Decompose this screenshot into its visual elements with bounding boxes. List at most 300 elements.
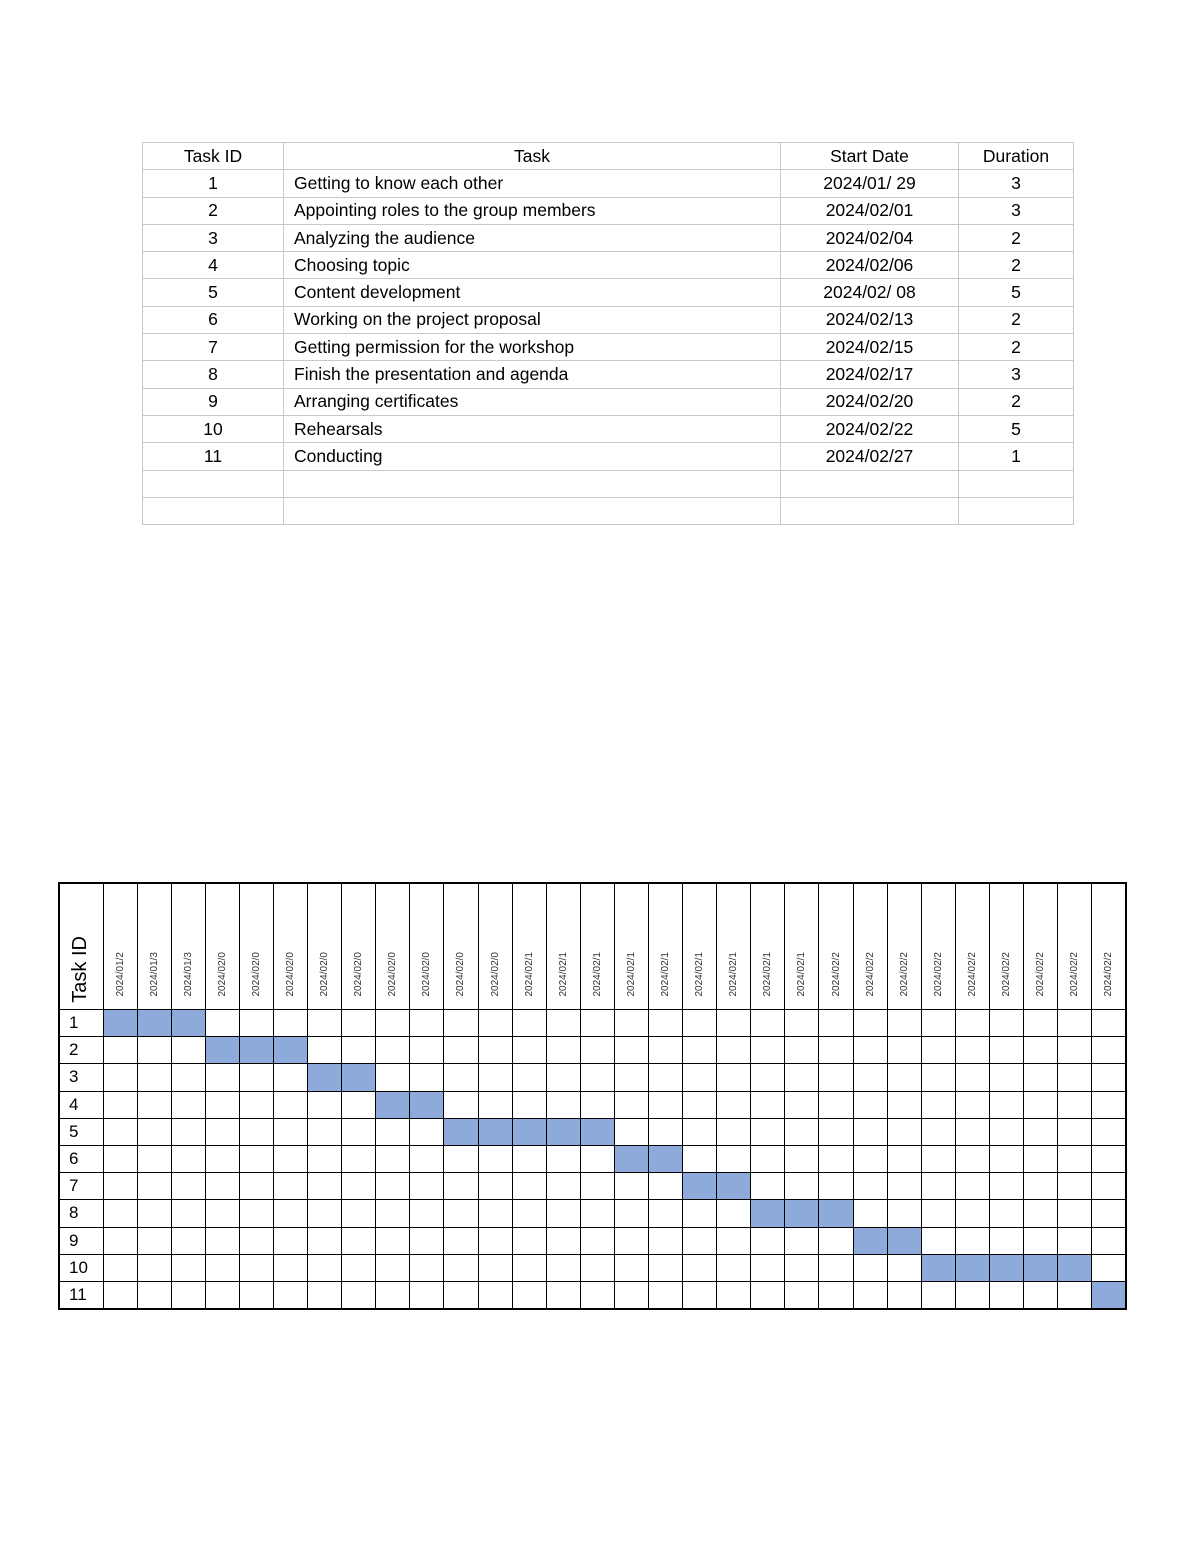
- gantt-cell: [1058, 1118, 1092, 1145]
- table-row: [143, 279, 1074, 306]
- gantt-cell: [955, 1200, 989, 1227]
- gantt-cell: [308, 1145, 342, 1172]
- gantt-cell: [955, 1118, 989, 1145]
- gantt-cell: [137, 1145, 171, 1172]
- gantt-row: [59, 1118, 1126, 1145]
- gantt-cell: [887, 1145, 921, 1172]
- gantt-cell: [546, 1145, 580, 1172]
- gantt-cell: [751, 1091, 785, 1118]
- cell-start-date: 2024/02/01: [781, 197, 959, 224]
- gantt-cell: [376, 1064, 410, 1091]
- gantt-cell: [512, 1281, 546, 1309]
- cell-task-id: 3: [143, 224, 284, 251]
- gantt-cell: [921, 1173, 955, 1200]
- gantt-cell: [205, 1118, 239, 1145]
- gantt-cell: [273, 1145, 307, 1172]
- empty-cell: [284, 470, 781, 497]
- gantt-cell: [376, 1173, 410, 1200]
- gantt-cell: [103, 1254, 137, 1281]
- gantt-cell: [955, 1037, 989, 1064]
- gantt-cell: [444, 1200, 478, 1227]
- gantt-date-header: [444, 883, 478, 1010]
- gantt-cell: [171, 1145, 205, 1172]
- gantt-cell: [1092, 1091, 1127, 1118]
- gantt-cell: [273, 1064, 307, 1091]
- gantt-cell: [546, 1037, 580, 1064]
- gantt-date-label: 2024/02/1: [625, 951, 637, 996]
- table-row: [143, 197, 1074, 224]
- gantt-date-label: 2024/02/0: [250, 951, 262, 996]
- gantt-cell: [683, 1010, 717, 1037]
- table-row: [143, 415, 1074, 442]
- gantt-cell: [1024, 1037, 1058, 1064]
- gantt-date-label: 2024/02/0: [489, 951, 501, 996]
- gantt-cell: [989, 1227, 1023, 1254]
- gantt-cell: [546, 1200, 580, 1227]
- header-start-date: Start Date: [781, 143, 959, 170]
- gantt-bar-cell: [478, 1118, 512, 1145]
- gantt-date-header: [955, 883, 989, 1010]
- gantt-cell: [887, 1091, 921, 1118]
- empty-cell: [959, 497, 1074, 524]
- gantt-task-id: 3: [59, 1064, 103, 1091]
- gantt-cell: [546, 1010, 580, 1037]
- gantt-cell: [103, 1037, 137, 1064]
- gantt-cell: [512, 1173, 546, 1200]
- gantt-cell: [478, 1173, 512, 1200]
- gantt-cell: [478, 1037, 512, 1064]
- gantt-cell: [308, 1091, 342, 1118]
- empty-cell: [959, 470, 1074, 497]
- gantt-date-label: 2024/02/2: [1000, 951, 1012, 996]
- gantt-cell: [376, 1118, 410, 1145]
- gantt-cell: [273, 1254, 307, 1281]
- gantt-cell: [239, 1281, 273, 1309]
- gantt-task-id: 9: [59, 1227, 103, 1254]
- gantt-task-id: 5: [59, 1118, 103, 1145]
- gantt-cell: [444, 1064, 478, 1091]
- gantt-bar-cell: [751, 1200, 785, 1227]
- gantt-cell: [239, 1254, 273, 1281]
- gantt-cell: [751, 1145, 785, 1172]
- gantt-cell: [717, 1145, 751, 1172]
- gantt-cell: [1058, 1200, 1092, 1227]
- gantt-task-id: 7: [59, 1173, 103, 1200]
- gantt-cell: [921, 1200, 955, 1227]
- gantt-cell: [955, 1010, 989, 1037]
- gantt-cell: [989, 1037, 1023, 1064]
- gantt-cell: [1092, 1173, 1127, 1200]
- gantt-cell: [887, 1037, 921, 1064]
- gantt-cell: [819, 1281, 853, 1309]
- header-task-id: Task ID: [143, 143, 284, 170]
- gantt-cell: [137, 1037, 171, 1064]
- gantt-task-id: 4: [59, 1091, 103, 1118]
- cell-task-name: Content development: [284, 279, 781, 306]
- gantt-date-header: [614, 883, 648, 1010]
- gantt-cell: [717, 1227, 751, 1254]
- gantt-cell: [955, 1173, 989, 1200]
- gantt-bar-cell: [512, 1118, 546, 1145]
- gantt-cell: [649, 1064, 683, 1091]
- cell-start-date: 2024/02/17: [781, 361, 959, 388]
- gantt-date-label: 2024/02/0: [353, 951, 365, 996]
- gantt-cell: [410, 1254, 444, 1281]
- gantt-cell: [444, 1254, 478, 1281]
- gantt-cell: [410, 1010, 444, 1037]
- gantt-cell: [649, 1037, 683, 1064]
- gantt-cell: [921, 1037, 955, 1064]
- gantt-cell: [853, 1200, 887, 1227]
- gantt-cell: [137, 1227, 171, 1254]
- gantt-cell: [649, 1010, 683, 1037]
- task-table-header-row: [143, 143, 1074, 170]
- gantt-cell: [478, 1281, 512, 1309]
- gantt-date-label: 2024/02/2: [1069, 951, 1081, 996]
- gantt-cell: [785, 1145, 819, 1172]
- gantt-cell: [717, 1091, 751, 1118]
- gantt-cell: [444, 1091, 478, 1118]
- gantt-cell: [1092, 1118, 1127, 1145]
- gantt-cell: [819, 1227, 853, 1254]
- gantt-cell: [921, 1145, 955, 1172]
- gantt-cell: [342, 1227, 376, 1254]
- gantt-date-header: [1024, 883, 1058, 1010]
- gantt-cell: [512, 1037, 546, 1064]
- header-task: Task: [284, 143, 781, 170]
- gantt-cell: [614, 1281, 648, 1309]
- gantt-cell: [376, 1037, 410, 1064]
- gantt-cell: [342, 1281, 376, 1309]
- gantt-date-header: [683, 883, 717, 1010]
- gantt-cell: [853, 1118, 887, 1145]
- gantt-cell: [1024, 1281, 1058, 1309]
- gantt-cell: [205, 1064, 239, 1091]
- gantt-cell: [785, 1254, 819, 1281]
- gantt-cell: [444, 1037, 478, 1064]
- gantt-cell: [137, 1281, 171, 1309]
- gantt-cell: [751, 1118, 785, 1145]
- gantt-cell: [205, 1173, 239, 1200]
- gantt-cell: [239, 1145, 273, 1172]
- cell-duration: 2: [959, 252, 1074, 279]
- gantt-cell: [410, 1145, 444, 1172]
- gantt-cell: [580, 1173, 614, 1200]
- gantt-cell: [580, 1254, 614, 1281]
- gantt-date-label: 2024/02/2: [932, 951, 944, 996]
- gantt-cell: [580, 1010, 614, 1037]
- gantt-cell: [171, 1254, 205, 1281]
- gantt-cell: [546, 1173, 580, 1200]
- gantt-cell: [308, 1037, 342, 1064]
- cell-start-date: 2024/02/13: [781, 306, 959, 333]
- gantt-cell: [1058, 1091, 1092, 1118]
- gantt-cell: [308, 1254, 342, 1281]
- empty-cell: [781, 470, 959, 497]
- gantt-bar-cell: [410, 1091, 444, 1118]
- gantt-task-id: 6: [59, 1145, 103, 1172]
- gantt-date-header: [1092, 883, 1127, 1010]
- gantt-cell: [273, 1281, 307, 1309]
- gantt-cell: [614, 1200, 648, 1227]
- gantt-cell: [342, 1010, 376, 1037]
- cell-duration: 5: [959, 279, 1074, 306]
- cell-task-name: Getting permission for the workshop: [284, 334, 781, 361]
- gantt-row: [59, 1091, 1126, 1118]
- gantt-cell: [819, 1010, 853, 1037]
- gantt-cell: [614, 1227, 648, 1254]
- gantt-cell: [614, 1064, 648, 1091]
- gantt-cell: [887, 1064, 921, 1091]
- gantt-cell: [1058, 1173, 1092, 1200]
- gantt-cell: [1092, 1037, 1127, 1064]
- cell-task-id: 1: [143, 170, 284, 197]
- gantt-cell: [239, 1173, 273, 1200]
- gantt-cell: [853, 1064, 887, 1091]
- gantt-cell: [137, 1173, 171, 1200]
- gantt-bar-cell: [717, 1173, 751, 1200]
- cell-duration: 3: [959, 197, 1074, 224]
- gantt-cell: [1092, 1254, 1127, 1281]
- gantt-cell: [717, 1281, 751, 1309]
- gantt-cell: [410, 1037, 444, 1064]
- gantt-cell: [989, 1145, 1023, 1172]
- gantt-cell: [444, 1010, 478, 1037]
- gantt-cell: [171, 1037, 205, 1064]
- empty-cell: [143, 470, 284, 497]
- gantt-cell: [819, 1118, 853, 1145]
- gantt-cell: [649, 1091, 683, 1118]
- cell-start-date: 2024/01/ 29: [781, 170, 959, 197]
- gantt-cell: [478, 1200, 512, 1227]
- gantt-cell: [580, 1145, 614, 1172]
- gantt-cell: [1024, 1091, 1058, 1118]
- gantt-bar-cell: [887, 1227, 921, 1254]
- gantt-date-label: 2024/02/0: [421, 951, 433, 996]
- gantt-cell: [273, 1091, 307, 1118]
- gantt-cell: [376, 1227, 410, 1254]
- cell-task-id: 8: [143, 361, 284, 388]
- cell-task-id: 7: [143, 334, 284, 361]
- gantt-cell: [989, 1173, 1023, 1200]
- gantt-cell: [989, 1118, 1023, 1145]
- gantt-date-label: 2024/02/2: [966, 951, 978, 996]
- gantt-cell: [853, 1281, 887, 1309]
- cell-task-name: Appointing roles to the group members: [284, 197, 781, 224]
- gantt-cell: [683, 1145, 717, 1172]
- gantt-cell: [342, 1254, 376, 1281]
- gantt-task-id: 10: [59, 1254, 103, 1281]
- gantt-cell: [546, 1064, 580, 1091]
- gantt-cell: [717, 1037, 751, 1064]
- gantt-cell: [342, 1173, 376, 1200]
- gantt-cell: [751, 1010, 785, 1037]
- gantt-date-header: [546, 883, 580, 1010]
- gantt-cell: [205, 1010, 239, 1037]
- gantt-cell: [239, 1118, 273, 1145]
- gantt-cell: [1058, 1037, 1092, 1064]
- gantt-cell: [1092, 1227, 1127, 1254]
- gantt-cell: [171, 1200, 205, 1227]
- gantt-row: [59, 1064, 1126, 1091]
- gantt-cell: [683, 1227, 717, 1254]
- gantt-bar-cell: [819, 1200, 853, 1227]
- gantt-cell: [580, 1091, 614, 1118]
- gantt-cell: [921, 1010, 955, 1037]
- gantt-cell: [1058, 1227, 1092, 1254]
- gantt-cell: [955, 1145, 989, 1172]
- gantt-date-label: 2024/02/0: [216, 951, 228, 996]
- gantt-cell: [887, 1173, 921, 1200]
- gantt-cell: [887, 1010, 921, 1037]
- cell-task-name: Analyzing the audience: [284, 224, 781, 251]
- gantt-cell: [205, 1091, 239, 1118]
- gantt-row: [59, 1200, 1126, 1227]
- gantt-cell: [273, 1173, 307, 1200]
- gantt-cell: [410, 1173, 444, 1200]
- cell-task-name: Working on the project proposal: [284, 306, 781, 333]
- gantt-date-header: [410, 883, 444, 1010]
- gantt-date-header: [751, 883, 785, 1010]
- gantt-cell: [1058, 1064, 1092, 1091]
- cell-start-date: 2024/02/22: [781, 415, 959, 442]
- gantt-bar-cell: [785, 1200, 819, 1227]
- gantt-cell: [580, 1281, 614, 1309]
- empty-table-row: [143, 470, 1074, 497]
- gantt-row: [59, 1173, 1126, 1200]
- gantt-date-label: 2024/02/0: [319, 951, 331, 996]
- gantt-cell: [171, 1173, 205, 1200]
- gantt-cell: [478, 1064, 512, 1091]
- empty-table-row: [143, 497, 1074, 524]
- gantt-cell: [546, 1227, 580, 1254]
- gantt-cell: [614, 1173, 648, 1200]
- gantt-date-label: 2024/02/1: [694, 951, 706, 996]
- gantt-cell: [580, 1064, 614, 1091]
- gantt-cell: [546, 1254, 580, 1281]
- cell-task-name: Getting to know each other: [284, 170, 781, 197]
- gantt-cell: [1092, 1010, 1127, 1037]
- gantt-cell: [1024, 1145, 1058, 1172]
- gantt-cell: [785, 1037, 819, 1064]
- gantt-cell: [751, 1173, 785, 1200]
- gantt-cell: [512, 1064, 546, 1091]
- gantt-cell: [1024, 1010, 1058, 1037]
- gantt-bar-cell: [580, 1118, 614, 1145]
- gantt-chart: [58, 882, 1127, 1310]
- gantt-date-header: [717, 883, 751, 1010]
- gantt-cell: [512, 1145, 546, 1172]
- gantt-cell: [717, 1064, 751, 1091]
- gantt-cell: [683, 1200, 717, 1227]
- cell-task-name: Rehearsals: [284, 415, 781, 442]
- cell-task-id: 2: [143, 197, 284, 224]
- gantt-header-row: [59, 883, 1126, 1010]
- gantt-date-label: 2024/02/1: [796, 951, 808, 996]
- gantt-cell: [512, 1091, 546, 1118]
- gantt-bar-cell: [205, 1037, 239, 1064]
- gantt-cell: [410, 1227, 444, 1254]
- gantt-cell: [819, 1064, 853, 1091]
- gantt-cell: [308, 1118, 342, 1145]
- gantt-cell: [308, 1173, 342, 1200]
- gantt-cell: [478, 1254, 512, 1281]
- gantt-bar-cell: [614, 1145, 648, 1172]
- gantt-date-label: 2024/02/1: [762, 951, 774, 996]
- gantt-id-header-label: Task ID: [69, 936, 91, 1003]
- gantt-bar-cell: [1058, 1254, 1092, 1281]
- gantt-cell: [137, 1064, 171, 1091]
- gantt-cell: [649, 1173, 683, 1200]
- gantt-cell: [819, 1091, 853, 1118]
- gantt-cell: [512, 1200, 546, 1227]
- gantt-bar-cell: [546, 1118, 580, 1145]
- gantt-cell: [717, 1200, 751, 1227]
- gantt-cell: [205, 1200, 239, 1227]
- cell-duration: 2: [959, 224, 1074, 251]
- gantt-cell: [1092, 1200, 1127, 1227]
- gantt-cell: [1092, 1064, 1127, 1091]
- gantt-cell: [921, 1091, 955, 1118]
- gantt-date-header: [512, 883, 546, 1010]
- gantt-date-header: [580, 883, 614, 1010]
- gantt-cell: [103, 1091, 137, 1118]
- gantt-id-header: [59, 883, 103, 1010]
- gantt-cell: [955, 1064, 989, 1091]
- gantt-cell: [273, 1010, 307, 1037]
- gantt-date-header: [342, 883, 376, 1010]
- cell-duration: 2: [959, 306, 1074, 333]
- gantt-cell: [649, 1118, 683, 1145]
- cell-task-id: 10: [143, 415, 284, 442]
- gantt-cell: [887, 1118, 921, 1145]
- gantt-cell: [308, 1281, 342, 1309]
- gantt-date-label: 2024/02/2: [1103, 951, 1115, 996]
- gantt-cell: [853, 1254, 887, 1281]
- cell-task-name: Conducting: [284, 443, 781, 470]
- header-duration: Duration: [959, 143, 1074, 170]
- gantt-cell: [273, 1227, 307, 1254]
- gantt-cell: [580, 1037, 614, 1064]
- cell-start-date: 2024/02/27: [781, 443, 959, 470]
- gantt-date-header: [921, 883, 955, 1010]
- gantt-cell: [410, 1118, 444, 1145]
- gantt-cell: [342, 1037, 376, 1064]
- gantt-cell: [989, 1010, 1023, 1037]
- gantt-cell: [614, 1037, 648, 1064]
- gantt-date-label: 2024/02/0: [455, 951, 467, 996]
- gantt-cell: [103, 1281, 137, 1309]
- gantt-date-label: 2024/02/1: [728, 951, 740, 996]
- gantt-bar-cell: [273, 1037, 307, 1064]
- gantt-date-label: 2024/02/2: [1035, 951, 1047, 996]
- gantt-cell: [205, 1281, 239, 1309]
- task-table: [142, 142, 1074, 525]
- gantt-cell: [410, 1281, 444, 1309]
- gantt-cell: [785, 1118, 819, 1145]
- gantt-date-header: [239, 883, 273, 1010]
- gantt-cell: [751, 1064, 785, 1091]
- cell-task-id: 9: [143, 388, 284, 415]
- gantt-date-label: 2024/02/0: [285, 951, 297, 996]
- gantt-cell: [444, 1145, 478, 1172]
- gantt-date-header: [887, 883, 921, 1010]
- gantt-cell: [239, 1227, 273, 1254]
- gantt-cell: [410, 1064, 444, 1091]
- gantt-cell: [171, 1227, 205, 1254]
- cell-duration: 1: [959, 443, 1074, 470]
- gantt-date-label: 2024/02/1: [557, 951, 569, 996]
